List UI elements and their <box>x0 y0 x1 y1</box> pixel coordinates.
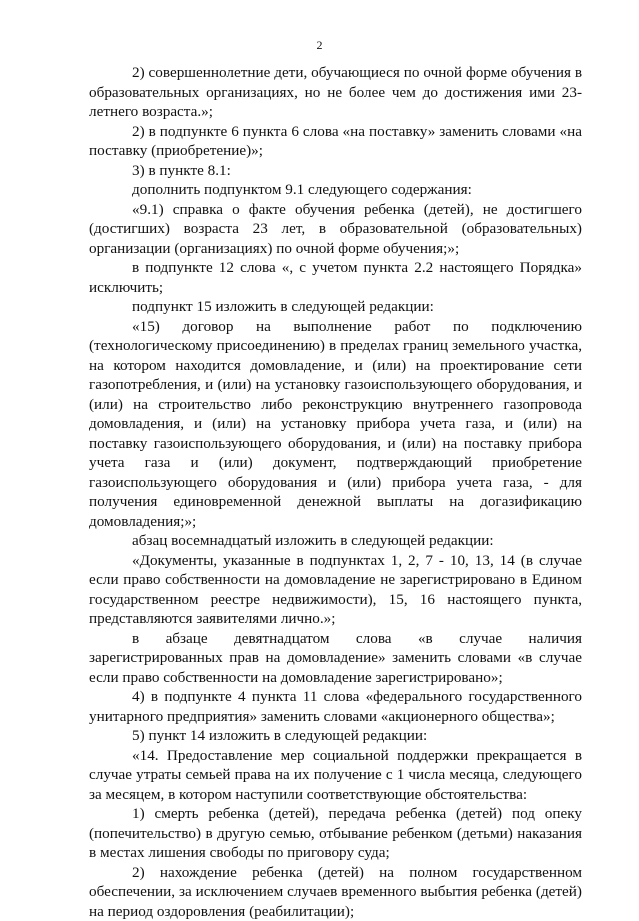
paragraph: 2) совершеннолетние дети, обучающиеся по очной форме обучения в образовательных организациях, но не более чем до достижения ими 23-летнего возраста.»; <box>89 63 582 122</box>
paragraph: «15) договор на выполнение работ по подключению (технологическому присоединению) в пределах границ земельного участка, на котором находится домовладение, и (или) на проектирование сети газопотребления, и (или) на установку газоиспользующего оборудования, и (или) на строительство либо реконструкцию внутреннего газопровода домовладения, и (или) на установку прибора учета газа, и (или) на поставку газоиспользующего оборудования, и (или) на поставку прибора учета газа и (или) документ, подтверждающий приобретение газоиспользующего оборудования и (или) прибора учета газа, - для получения единовременной денежной выплаты на догазификацию домовладения;»; <box>89 317 582 532</box>
paragraph: «Документы, указанные в подпунктах 1, 2, 7 - 10, 13, 14 (в случае если право собственности на домовладение не зарегистрировано в Едином государственном реестре недвижимости), 15, 16 настоящего пункта, представляются заявителями лично.»; <box>89 551 582 629</box>
paragraph: 4) в подпункте 4 пункта 11 слова «федерального государственного унитарного предприятия» заменить словами «акционерного общества»; <box>89 687 582 726</box>
paragraph: 2) в подпункте 6 пункта 6 слова «на поставку» заменить словами «на поставку (приобретение)»; <box>89 122 582 161</box>
page-number: 2 <box>0 38 639 52</box>
paragraph: 3) в пункте 8.1: <box>89 161 582 181</box>
paragraph: в абзаце девятнадцатом слова «в случае наличия зарегистрированных прав на домовладение» заменить словами «в случае если право собственности на домовладение зарегистрировано»; <box>89 629 582 688</box>
paragraph: дополнить подпунктом 9.1 следующего содержания: <box>89 180 582 200</box>
paragraph: абзац восемнадцатый изложить в следующей редакции: <box>89 531 582 551</box>
paragraph: 2) нахождение ребенка (детей) на полном государственном обеспечении, за исключением случаев временного выбытия ребенка (детей) на период оздоровления (реабилитации); <box>89 863 582 921</box>
paragraph: в подпункте 12 слова «, с учетом пункта 2.2 настоящего Порядка» исключить; <box>89 258 582 297</box>
paragraph: подпункт 15 изложить в следующей редакции: <box>89 297 582 317</box>
paragraph: «14. Предоставление мер социальной поддержки прекращается в случае утраты семьей права на их получение с 1 числа месяца, следующего за месяцем, в котором наступили соответствующие обстоятельства: <box>89 746 582 805</box>
document-body <box>89 63 582 921</box>
paragraph: 5) пункт 14 изложить в следующей редакции: <box>89 726 582 746</box>
paragraph: 1) смерть ребенка (детей), передача ребенка (детей) под опеку (попечительство) в другую семью, отбывание ребенком (детьми) наказания в местах лишения свободы по приговору суда; <box>89 804 582 863</box>
paragraph: «9.1) справка о факте обучения ребенка (детей), не достигшего (достигших) возраста 23 лет, в образовательной (образовательных) организации (организациях) по очной форме обучения;»; <box>89 200 582 259</box>
